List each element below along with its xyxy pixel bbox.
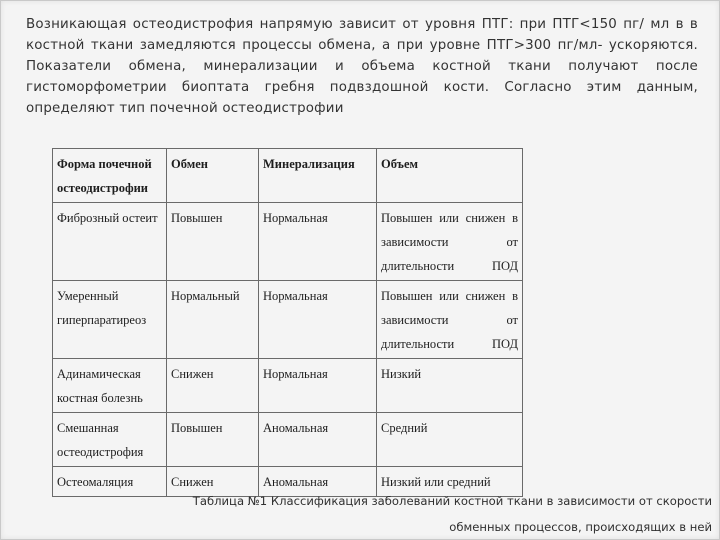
cell-volume: Низкий (377, 359, 523, 413)
classification-table-container (52, 148, 522, 497)
cell-metabolism: Нормальный (167, 281, 259, 359)
cell-form: Остеомаляция (53, 467, 167, 497)
cell-mineralization: Нормальная (259, 203, 377, 281)
table-header-row (53, 149, 523, 203)
caption-line-2: обменных процессов, происходящих в ней (449, 520, 712, 534)
cell-mineralization: Аномальная (259, 467, 377, 497)
classification-table (52, 148, 523, 497)
header-form: Форма почечной остеодистрофии (53, 149, 167, 203)
intro-paragraph: Возникающая остеодистрофия напрямую зависит от уровня ПТГ: при ПТГ<150 пг/ мл в в костной ткани замедляются процессы обмена, а при уровне ПТГ>300 пг/мл- ускоряются. Показатели обмена, минерализации и объема костной ткани получают после гистоморфометрии биоптата гребня подвздошной кости. Согласно этим данным, определяют тип почечной остеодистрофии (26, 17, 698, 116)
cell-form: Смешанная остеодистрофия (53, 413, 167, 467)
cell-mineralization: Нормальная (259, 359, 377, 413)
cell-volume: Повышен или снижен в зависимости от длительности ПОД (377, 281, 523, 359)
cell-metabolism: Снижен (167, 467, 259, 497)
cell-metabolism: Снижен (167, 359, 259, 413)
cell-mineralization: Аномальная (259, 413, 377, 467)
cell-metabolism: Повышен (167, 413, 259, 467)
cell-volume: Низкий или средний (377, 467, 523, 497)
header-mineralization: Минерализация (259, 149, 377, 203)
header-metabolism: Обмен (167, 149, 259, 203)
cell-form: Адинамическая костная болезнь (53, 359, 167, 413)
cell-volume: Средний (377, 413, 523, 467)
cell-form: Умеренный гиперпаратиреоз (53, 281, 167, 359)
cell-metabolism: Повышен (167, 203, 259, 281)
cell-form: Фиброзный остеит (53, 203, 167, 281)
table-row (53, 203, 523, 281)
header-volume: Объем (377, 149, 523, 203)
table-row (53, 281, 523, 359)
table-row (53, 413, 523, 467)
caption-line-1: Таблица №1 Классификация заболеваний костной ткани в зависимости от скорости (192, 494, 712, 508)
table-row (53, 359, 523, 413)
cell-volume: Повышен или снижен в зависимости от длительности ПОД (377, 203, 523, 281)
cell-mineralization: Нормальная (259, 281, 377, 359)
table-caption (152, 488, 712, 540)
